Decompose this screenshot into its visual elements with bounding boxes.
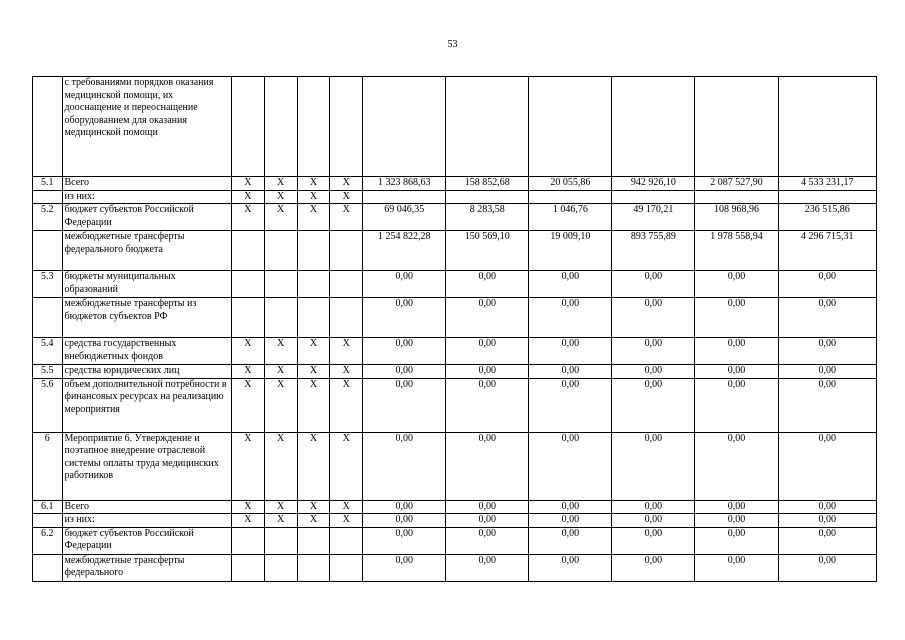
row-number-cell [33,298,63,338]
value-cell [446,77,529,177]
row-name-cell: межбюджетные трансферты федерального [62,554,231,581]
value-cell: 4 296 715,31 [778,231,876,271]
row-name-cell: бюджет субъектов Российской Федерации [62,204,231,231]
value-cell: 0,00 [695,500,778,514]
value-cell: 0,00 [446,365,529,379]
value-cell: 0,00 [363,365,446,379]
x-mark-cell [231,271,264,298]
x-mark-cell: Х [264,204,297,231]
row-name-cell: средства государственных внебюджетных фондов [62,338,231,365]
table-row [33,271,877,298]
value-cell: 0,00 [363,554,446,581]
x-mark-cell [264,271,297,298]
value-cell [778,77,876,177]
value-cell: 2 087 527,90 [695,177,778,191]
value-cell: 0,00 [778,500,876,514]
value-cell: 0,00 [529,554,612,581]
value-cell: 0,00 [612,527,695,554]
x-mark-cell [330,298,363,338]
x-mark-cell: Х [264,190,297,204]
row-name-cell: Всего [62,500,231,514]
x-mark-cell [264,77,297,177]
value-cell: 0,00 [446,527,529,554]
value-cell: 0,00 [778,298,876,338]
value-cell: 0,00 [778,514,876,528]
row-number-cell [33,514,63,528]
x-mark-cell: Х [297,365,330,379]
value-cell: 69 046,35 [363,204,446,231]
row-number-cell: 5.3 [33,271,63,298]
x-mark-cell: Х [330,190,363,204]
value-cell: 0,00 [363,514,446,528]
row-name-cell: межбюджетные трансферты из бюджетов субъектов РФ [62,298,231,338]
row-number-cell [33,190,63,204]
value-cell: 0,00 [446,271,529,298]
x-mark-cell: Х [297,500,330,514]
value-cell: 0,00 [529,527,612,554]
x-mark-cell [264,231,297,271]
value-cell [363,190,446,204]
row-number-cell [33,77,63,177]
x-mark-cell: Х [264,177,297,191]
value-cell: 0,00 [529,514,612,528]
value-cell: 0,00 [612,500,695,514]
row-number-cell: 6 [33,432,63,500]
value-cell: 0,00 [363,432,446,500]
value-cell: 0,00 [363,500,446,514]
row-name-cell: бюджеты муниципальных образований [62,271,231,298]
x-mark-cell: Х [297,177,330,191]
value-cell: 1 254 822,28 [363,231,446,271]
value-cell: 1 323 868,63 [363,177,446,191]
x-mark-cell [297,231,330,271]
table-body [33,77,877,582]
row-number-cell: 5.4 [33,338,63,365]
x-mark-cell: Х [231,500,264,514]
row-name-cell: Мероприятие 6. Утверждение и поэтапное внедрение отраслевой системы оплаты труда медицинских работников [62,432,231,500]
value-cell: 0,00 [778,527,876,554]
x-mark-cell: Х [297,432,330,500]
value-cell: 942 926,10 [612,177,695,191]
value-cell: 0,00 [446,432,529,500]
x-mark-cell: Х [297,378,330,432]
value-cell: 0,00 [612,378,695,432]
table-row [33,365,877,379]
row-name-cell: с требованиями порядков оказания медицинской помощи, их дооснащение и переоснащение оборудованием для оказания медицинской помощи [62,77,231,177]
x-mark-cell [264,298,297,338]
x-mark-cell: Х [297,338,330,365]
x-mark-cell: Х [231,514,264,528]
x-mark-cell: Х [264,514,297,528]
value-cell: 0,00 [778,338,876,365]
value-cell: 0,00 [529,338,612,365]
value-cell: 0,00 [446,500,529,514]
value-cell: 0,00 [778,365,876,379]
x-mark-cell [330,271,363,298]
value-cell [446,190,529,204]
x-mark-cell [297,527,330,554]
value-cell: 1 046,76 [529,204,612,231]
x-mark-cell: Х [231,378,264,432]
value-cell: 236 515,86 [778,204,876,231]
table-row [33,298,877,338]
value-cell: 0,00 [695,378,778,432]
x-mark-cell [297,298,330,338]
value-cell: 0,00 [612,432,695,500]
value-cell [612,77,695,177]
value-cell: 0,00 [612,514,695,528]
value-cell: 0,00 [529,432,612,500]
row-name-cell: средства юридических лиц [62,365,231,379]
row-name-cell: бюджет субъектов Российской Федерации [62,527,231,554]
x-mark-cell: Х [264,338,297,365]
value-cell [529,77,612,177]
x-mark-cell: Х [330,378,363,432]
table-row [33,527,877,554]
value-cell: 0,00 [695,338,778,365]
row-number-cell: 5.2 [33,204,63,231]
row-name-cell: из них: [62,514,231,528]
value-cell: 4 533 231,17 [778,177,876,191]
value-cell: 0,00 [778,554,876,581]
value-cell: 1 978 558,94 [695,231,778,271]
row-name-cell: объем дополнительной потребности в финансовых ресурсах на реализацию мероприятия [62,378,231,432]
value-cell: 0,00 [695,527,778,554]
x-mark-cell [231,77,264,177]
x-mark-cell [330,77,363,177]
value-cell: 0,00 [695,365,778,379]
row-number-cell: 5.6 [33,378,63,432]
x-mark-cell: Х [330,365,363,379]
x-mark-cell [330,554,363,581]
value-cell: 0,00 [363,378,446,432]
value-cell [529,190,612,204]
table-row [33,190,877,204]
value-cell: 0,00 [695,432,778,500]
value-cell [363,77,446,177]
value-cell: 0,00 [695,298,778,338]
x-mark-cell [231,554,264,581]
x-mark-cell: Х [264,432,297,500]
value-cell: 0,00 [529,378,612,432]
x-mark-cell: Х [297,514,330,528]
value-cell: 0,00 [612,554,695,581]
value-cell: 0,00 [695,271,778,298]
value-cell: 0,00 [529,500,612,514]
value-cell: 0,00 [363,338,446,365]
row-name-cell: из них: [62,190,231,204]
x-mark-cell: Х [297,204,330,231]
x-mark-cell [231,231,264,271]
value-cell: 150 569,10 [446,231,529,271]
x-mark-cell: Х [330,432,363,500]
value-cell: 108 968,96 [695,204,778,231]
value-cell: 0,00 [446,378,529,432]
table-row [33,204,877,231]
value-cell: 0,00 [363,298,446,338]
x-mark-cell: Х [330,338,363,365]
value-cell: 0,00 [612,271,695,298]
value-cell [695,190,778,204]
value-cell: 20 055,86 [529,177,612,191]
x-mark-cell: Х [330,514,363,528]
table-row [33,432,877,500]
value-cell: 893 755,89 [612,231,695,271]
value-cell: 0,00 [363,271,446,298]
page-number: 53 [447,39,458,50]
x-mark-cell: Х [330,177,363,191]
row-number-cell: 5.1 [33,177,63,191]
row-name-cell: межбюджетные трансферты федерального бюджета [62,231,231,271]
value-cell: 0,00 [529,365,612,379]
table-row [33,338,877,365]
value-cell: 49 170,21 [612,204,695,231]
value-cell: 0,00 [363,527,446,554]
row-number-cell: 5.5 [33,365,63,379]
value-cell: 0,00 [778,271,876,298]
value-cell: 0,00 [778,432,876,500]
x-mark-cell [297,77,330,177]
x-mark-cell: Х [330,500,363,514]
row-number-cell: 6.1 [33,500,63,514]
x-mark-cell [231,527,264,554]
value-cell [695,77,778,177]
x-mark-cell: Х [264,500,297,514]
x-mark-cell [330,527,363,554]
x-mark-cell: Х [297,190,330,204]
value-cell: 0,00 [778,378,876,432]
value-cell: 0,00 [695,554,778,581]
row-number-cell: 6.2 [33,527,63,554]
row-name-cell: Всего [62,177,231,191]
table-row [33,77,877,177]
x-mark-cell [231,298,264,338]
value-cell: 158 852,68 [446,177,529,191]
x-mark-cell: Х [264,378,297,432]
x-mark-cell: Х [231,365,264,379]
x-mark-cell: Х [231,177,264,191]
value-cell: 0,00 [612,365,695,379]
x-mark-cell [264,554,297,581]
value-cell: 0,00 [446,338,529,365]
x-mark-cell: Х [231,432,264,500]
value-cell [778,190,876,204]
value-cell [612,190,695,204]
x-mark-cell: Х [231,338,264,365]
budget-table [32,76,877,582]
x-mark-cell [264,527,297,554]
value-cell: 0,00 [446,514,529,528]
table-row [33,554,877,581]
x-mark-cell [330,231,363,271]
value-cell: 0,00 [612,338,695,365]
value-cell: 0,00 [612,298,695,338]
table-row [33,378,877,432]
x-mark-cell [297,554,330,581]
value-cell: 0,00 [529,271,612,298]
value-cell: 19 009,10 [529,231,612,271]
x-mark-cell: Х [231,190,264,204]
x-mark-cell: Х [264,365,297,379]
table-row [33,500,877,514]
value-cell: 0,00 [695,514,778,528]
value-cell: 0,00 [446,554,529,581]
x-mark-cell: Х [231,204,264,231]
x-mark-cell: Х [330,204,363,231]
row-number-cell [33,231,63,271]
row-number-cell [33,554,63,581]
value-cell: 8 283,58 [446,204,529,231]
value-cell: 0,00 [529,298,612,338]
value-cell: 0,00 [446,298,529,338]
table-row [33,514,877,528]
x-mark-cell [297,271,330,298]
table-row [33,177,877,191]
table-row [33,231,877,271]
